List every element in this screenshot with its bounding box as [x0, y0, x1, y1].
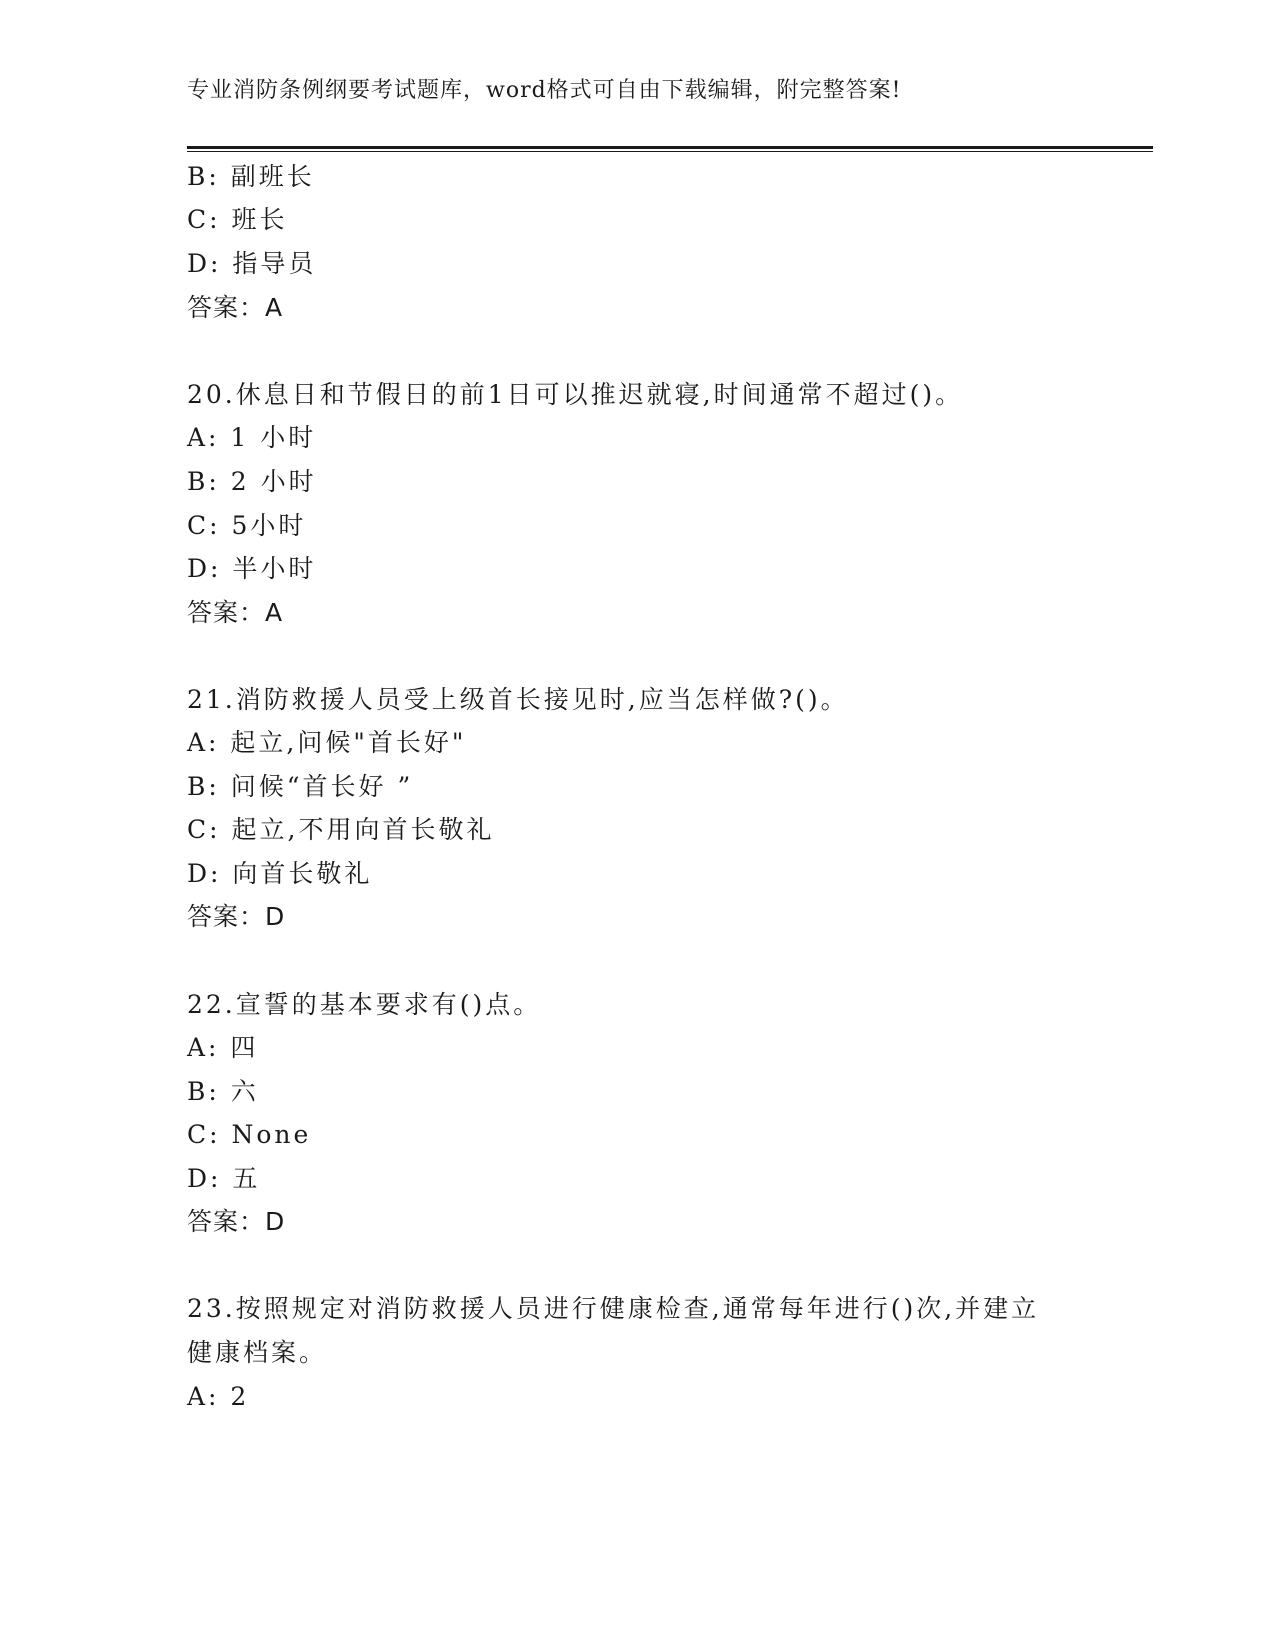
option-b: B: 六: [187, 1077, 259, 1106]
question-23-continued: 健康档案。: [187, 1338, 328, 1367]
answer-line: 答案：D: [187, 902, 286, 931]
answer-line: 答案：D: [187, 1207, 286, 1236]
option-b: B: 副班长: [187, 162, 315, 191]
option-c: C: 班长: [187, 205, 288, 234]
option-d: D: 五: [187, 1164, 261, 1193]
option-d: D: 指导员: [187, 249, 317, 278]
option-a: A: 2: [187, 1382, 250, 1411]
option-d: D: 向首长敬礼: [187, 859, 373, 888]
option-c: C: None: [187, 1120, 312, 1149]
option-a: A: 四: [187, 1033, 259, 1062]
option-d: D: 半小时: [187, 554, 317, 583]
question-20: 20.休息日和节假日的前1日可以推迟就寝,时间通常不超过()。: [187, 380, 964, 409]
option-c: C: 5小时: [187, 511, 307, 540]
answer-line: 答案：A: [187, 293, 284, 322]
header-rule-thick: [187, 146, 1153, 149]
option-b: B: 2 小时: [187, 467, 317, 496]
question-22: 22.宣誓的基本要求有()点。: [187, 990, 542, 1019]
page-header: 专业消防条例纲要考试题库，word格式可自由下载编辑，附完整答案!: [187, 78, 902, 103]
question-21: 21.消防救援人员受上级首长接见时,应当怎样做?()。: [187, 685, 849, 714]
option-a: A: 1 小时: [187, 423, 317, 452]
header-rule-thin: [187, 151, 1153, 152]
option-c: C: 起立,不用向首长敬礼: [187, 815, 495, 844]
answer-line: 答案：A: [187, 598, 284, 627]
option-a: A: 起立,问候"首长好": [187, 728, 467, 757]
question-23: 23.按照规定对消防救援人员进行健康检查,通常每年进行()次,并建立: [187, 1294, 1040, 1323]
option-b: B: 问候“首长好 ”: [187, 772, 414, 801]
